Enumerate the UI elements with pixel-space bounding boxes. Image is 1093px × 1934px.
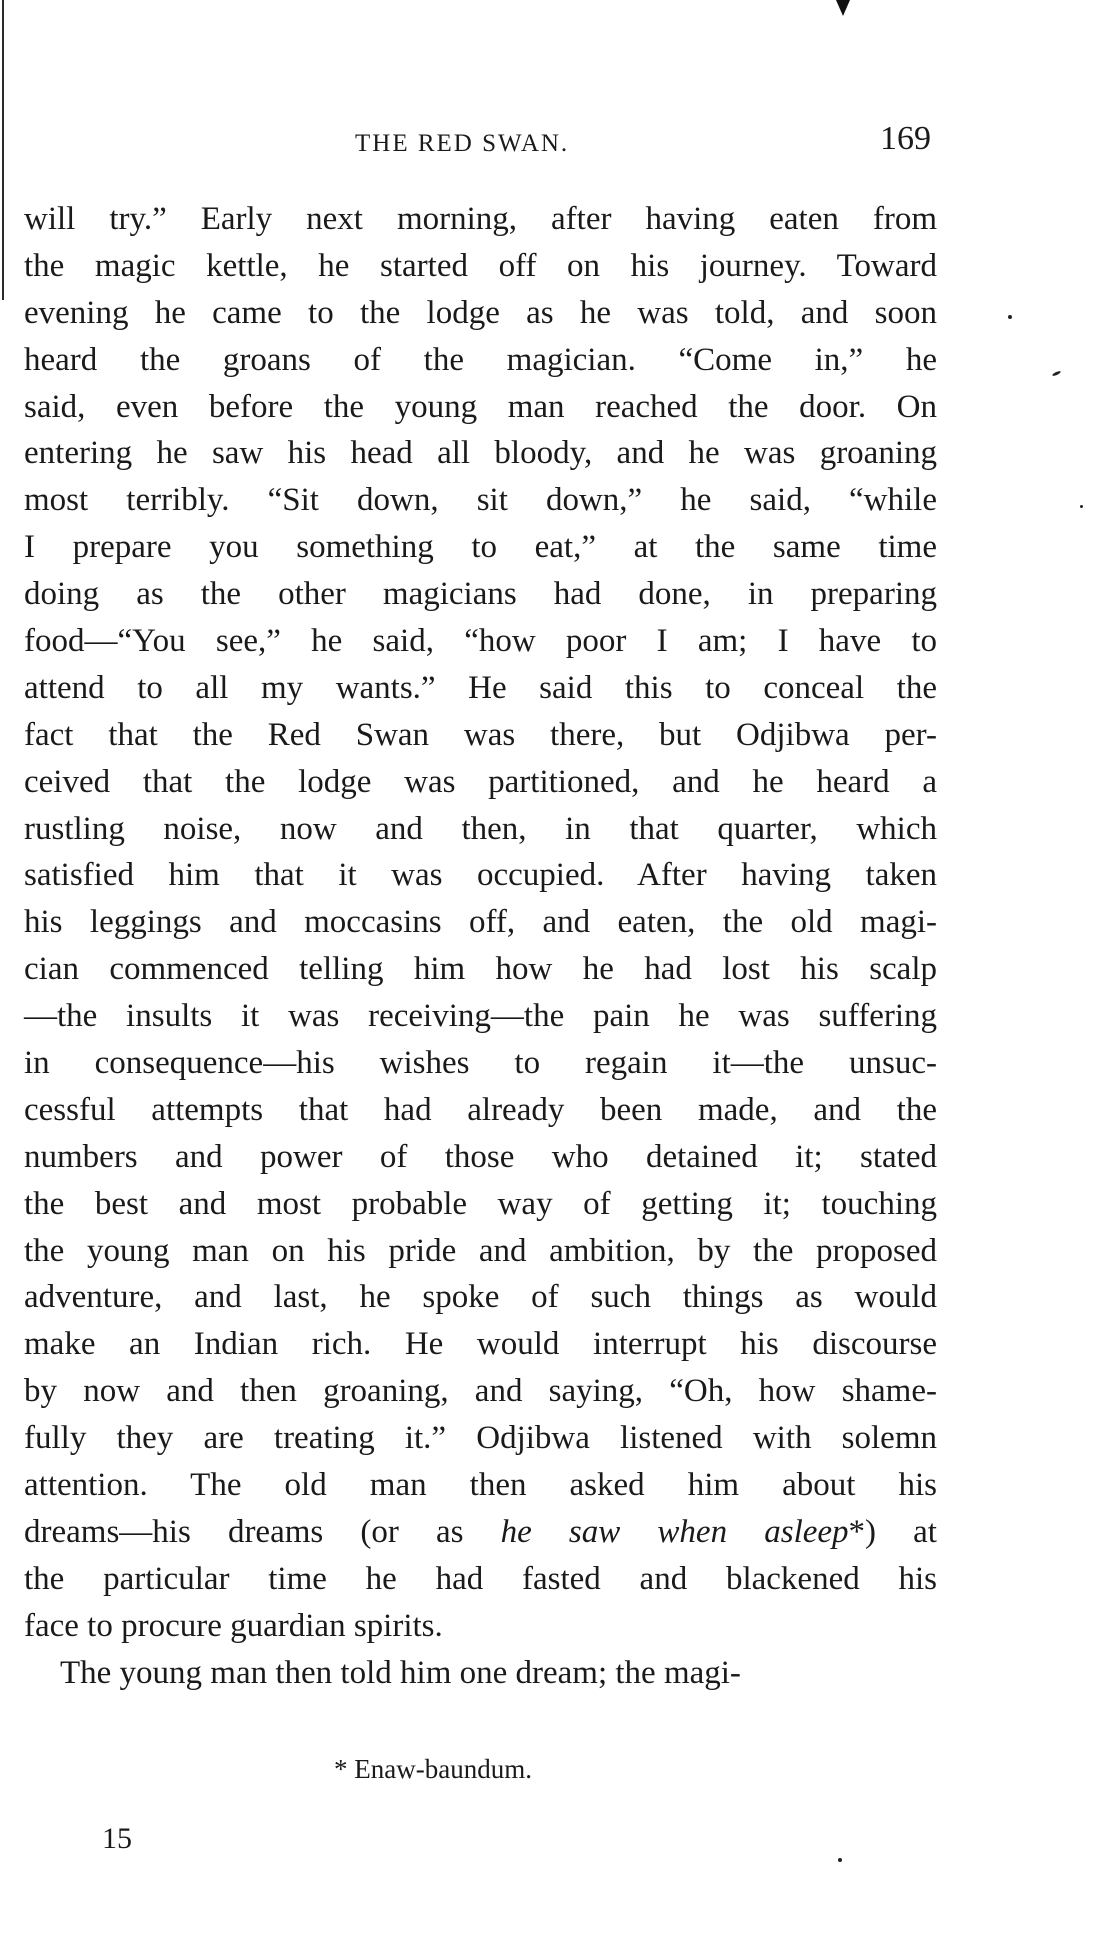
text-line: cessful attempts that had already been made, and the: [24, 1091, 937, 1128]
text-line: doing as the other magicians had done, in preparing: [24, 576, 937, 613]
text-line: dreams—his dreams (or as he saw when asleep*) at: [24, 1513, 937, 1550]
text-line: will try.” Early next morning, after having eaten from: [24, 201, 937, 237]
body-text: [24, 196, 937, 1697]
footnote: * Enaw-baundum.: [334, 1754, 532, 1784]
text-line: by now and then groaning, and saying, “Oh, how shame-: [24, 1373, 937, 1410]
text-line: The young man then told him one dream; the magi-: [60, 1654, 741, 1691]
paper-speck: [1008, 315, 1012, 319]
page-number: 169: [880, 120, 931, 157]
text-line: most terribly. “Sit down, sit down,” he said, “while: [24, 482, 937, 519]
text-line: I prepare you something to eat,” at the same time: [24, 529, 937, 566]
text-line: cian commenced telling him how he had lost his scalp: [24, 951, 937, 988]
text-line: satisfied him that it was occupied. After having taken: [24, 857, 937, 894]
text-line: the best and most probable way of getting it; touching: [24, 1185, 937, 1222]
signature-mark: 15: [102, 1822, 132, 1855]
running-head: [0, 116, 1093, 160]
paper-speck: [838, 1858, 842, 1862]
text-line: numbers and power of those who detained it; stated: [24, 1138, 937, 1175]
paragraph-2: [24, 1650, 937, 1697]
italic-phrase: he saw when asleep: [500, 1513, 849, 1550]
text-line: said, even before the young man reached the door. On: [24, 388, 937, 425]
text-line: ceived that the lodge was partitioned, and he heard a: [24, 763, 937, 800]
text-line: food—“You see,” he said, “how poor I am; I have to: [24, 623, 937, 660]
text-line: the magic kettle, he started off on his journey. Toward: [24, 247, 937, 284]
text-line: face to procure guardian spirits.: [24, 1607, 443, 1644]
text-line: heard the groans of the magician. “Come in,” he: [24, 341, 937, 378]
text-line: the young man on his pride and ambition, by the proposed: [24, 1232, 937, 1269]
text-line: attention. The old man then asked him about his: [24, 1467, 937, 1504]
text-line: entering he saw his head all bloody, and he was groaning: [24, 435, 937, 472]
text-line: rustling noise, now and then, in that quarter, which: [24, 810, 937, 847]
paper-speck: [1080, 505, 1083, 508]
printer-mark-icon: [836, 0, 850, 16]
text-line: make an Indian rich. He would interrupt his discourse: [24, 1326, 937, 1363]
text-line: in consequence—his wishes to regain it—the unsuc-: [24, 1045, 937, 1082]
text-line: adventure, and last, he spoke of such things as would: [24, 1279, 937, 1316]
paper-speck: [1052, 370, 1061, 377]
text-line: —the insults it was receiving—the pain he was suffering: [24, 998, 937, 1035]
text-line: fact that the Red Swan was there, but Odjibwa per-: [24, 716, 937, 753]
text-line: evening he came to the lodge as he was told, and soon: [24, 294, 937, 331]
text-line: his leggings and moccasins off, and eaten, the old magi-: [24, 904, 937, 941]
text-line: attend to all my wants.” He said this to conceal the: [24, 669, 937, 706]
running-title: THE RED SWAN.: [355, 130, 570, 157]
text-line: fully they are treating it.” Odjibwa listened with solemn: [24, 1420, 937, 1457]
text-line: the particular time he had fasted and blackened his: [24, 1560, 937, 1597]
paragraph-1: [24, 196, 937, 1650]
